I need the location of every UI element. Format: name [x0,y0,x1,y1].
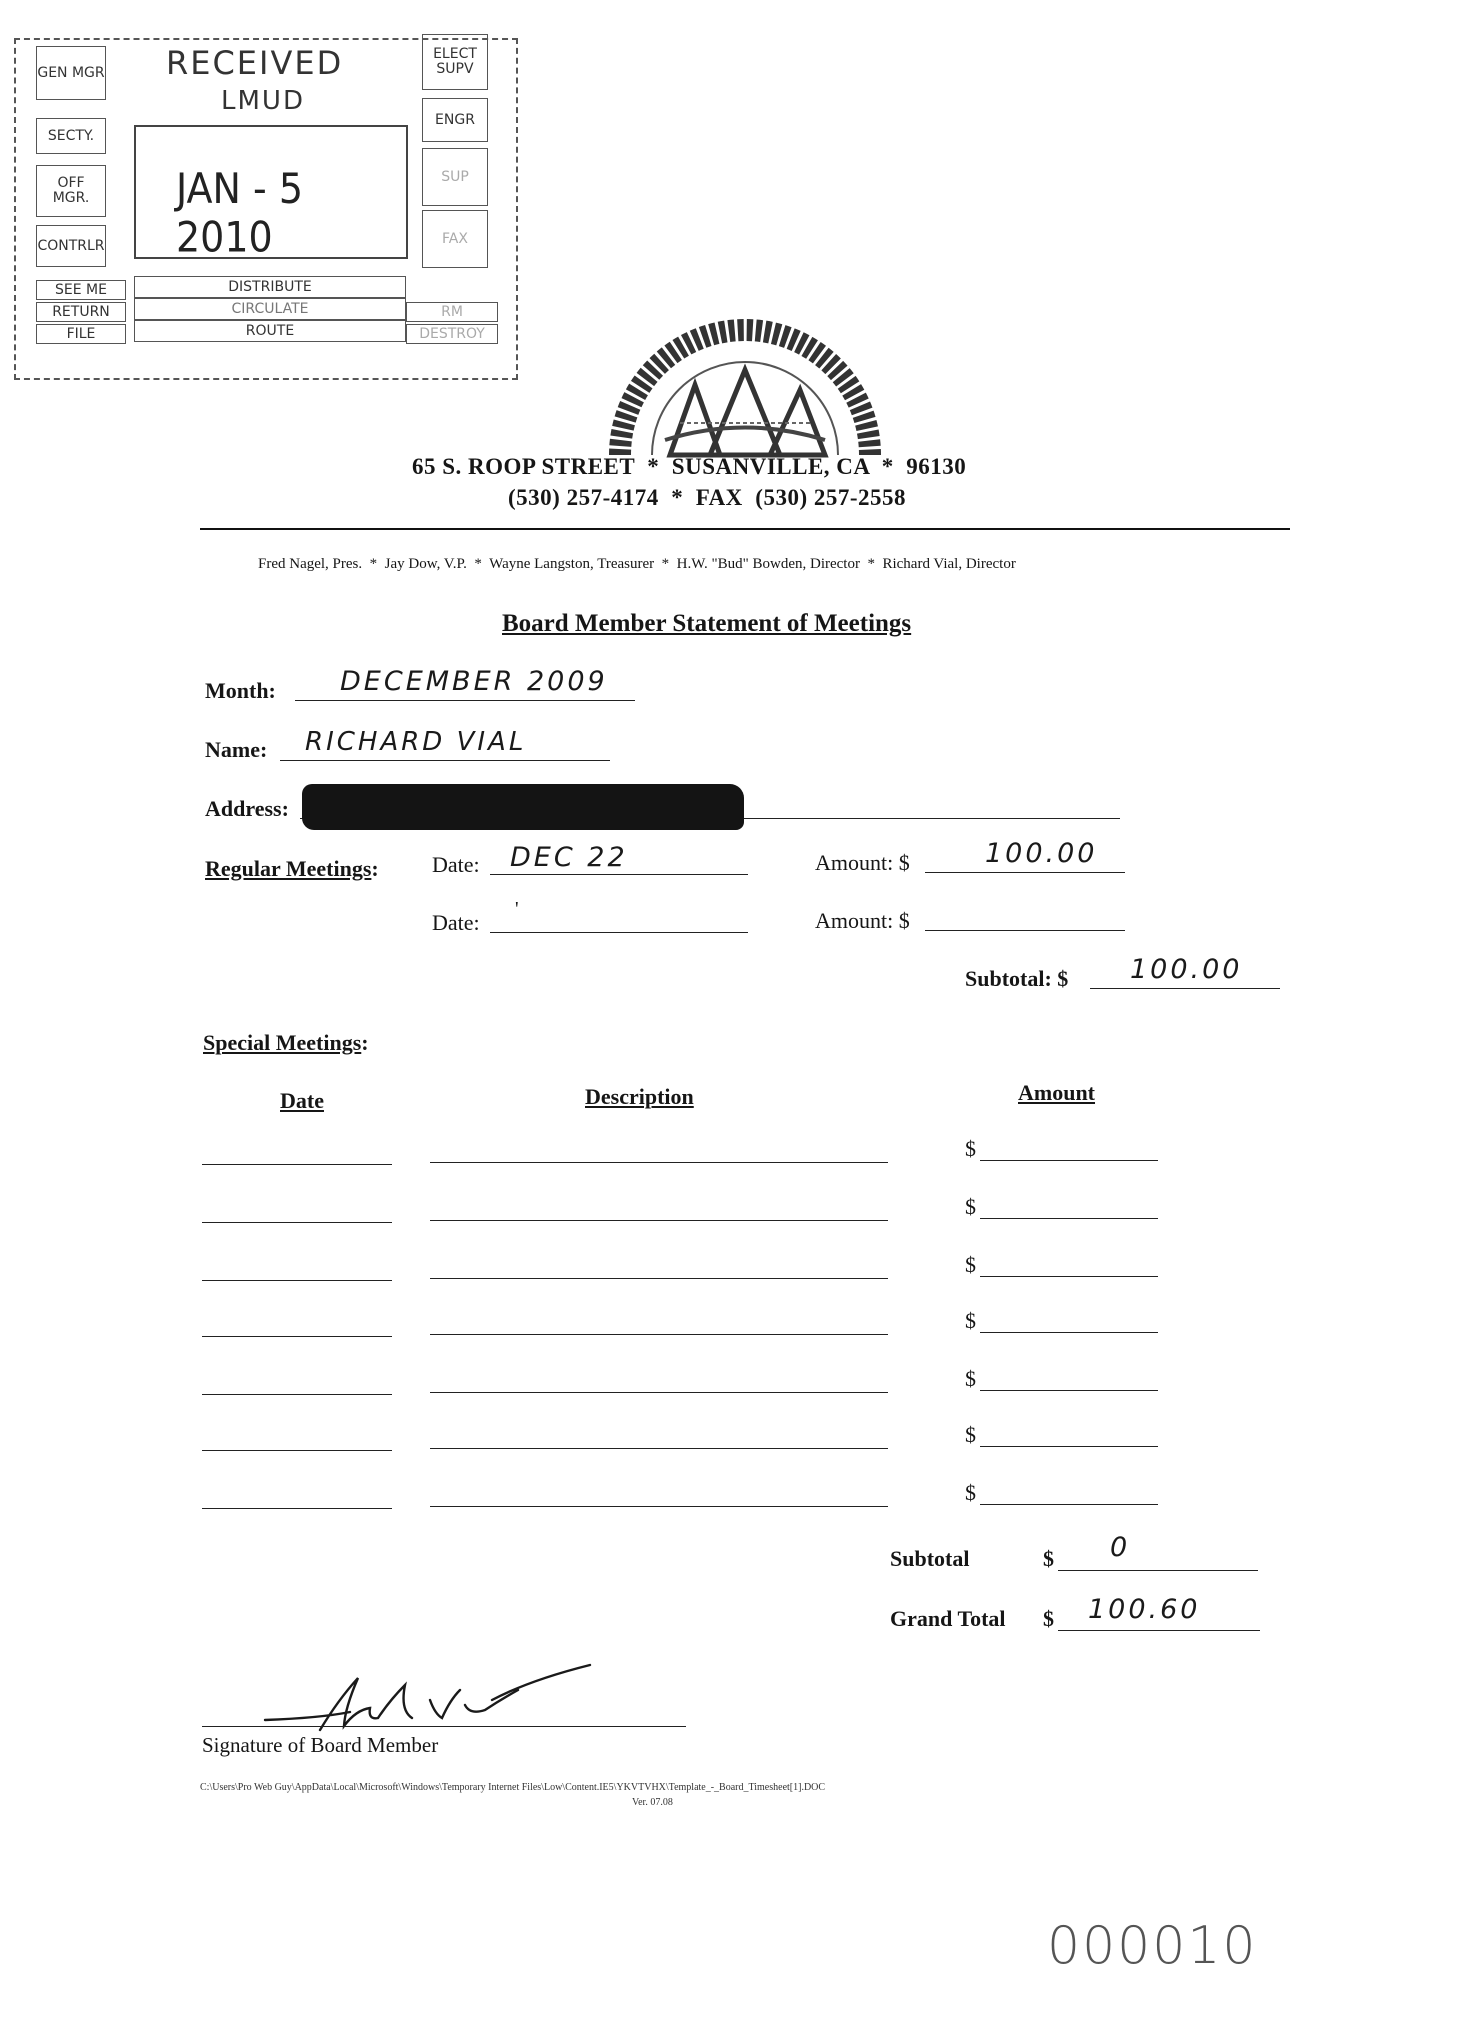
special-description-field[interactable] [430,1392,888,1393]
stamp-date: JAN - 5 2010 [176,164,304,262]
stamp-cell-text: FAX [442,230,468,247]
letterhead-address: 65 S. ROOP STREET * SUSANVILLE, CA * 96130 [412,454,967,479]
special-date-field[interactable] [202,1336,392,1337]
special-amount-field[interactable] [980,1332,1158,1333]
column-header-amount: Amount [1018,1080,1096,1105]
stamp-cell-text: RETURN [52,303,110,320]
special-amount-currency: $ [965,1308,976,1333]
special-date-field[interactable] [202,1394,392,1395]
month-label: Month: [205,678,276,703]
special-meetings-colon: : [361,1030,369,1055]
special-amount-currency: $ [965,1422,976,1447]
stamp-row-circulate [134,298,406,320]
footer-version: Ver. 07.08 [632,1797,673,1808]
stamp-row-distribute [134,276,406,298]
name-label: Name: [205,737,268,762]
regular-amount-field-1[interactable] [925,872,1125,873]
stamp-cell-contrlr [36,225,106,267]
special-date-field[interactable] [202,1450,392,1451]
stamp-cell-text: GEN MGR [37,64,105,81]
stamp-org: LMUD [221,86,305,116]
regular-amount-label-2: Amount: $ [815,908,910,933]
stamp-cell-secty [36,118,106,154]
grand-total-label: Grand Total [890,1606,1006,1631]
stamp-cell-engr [422,98,488,142]
special-description-field[interactable] [430,1162,888,1163]
regular-date-field-1[interactable] [490,874,748,875]
stamp-cell-text: DESTROY [419,325,485,342]
grand-total-currency: $ [1043,1606,1054,1631]
page-number: 000010 [1047,1916,1258,1976]
stamp-row-text: DISTRIBUTE [228,278,312,295]
board-member-signature [260,1660,600,1735]
name-field[interactable] [280,760,610,761]
stamp-cell-text: CONTRLR [37,237,105,254]
stamp-title: RECEIVED [166,44,344,82]
special-amount-field[interactable] [980,1160,1158,1161]
regular-meetings-label [205,856,379,882]
special-date-field[interactable] [202,1508,392,1509]
special-amount-currency: $ [965,1252,976,1277]
regular-meetings-text: Regular Meetings [205,856,372,881]
regular-subtotal-label: Subtotal: $ [965,966,1069,991]
stamp-cell-see-me [36,280,126,300]
stamp-cell-rm [406,302,498,322]
special-subtotal-label: Subtotal [890,1546,970,1571]
received-stamp [14,38,518,380]
special-subtotal-field[interactable] [1058,1570,1258,1571]
regular-amount-value-1: 100.00 [985,838,1098,869]
redaction-mark [302,784,744,830]
stamp-cell-file [36,324,126,344]
special-amount-currency: $ [965,1366,976,1391]
column-header-date: Date [280,1088,324,1113]
footer-path: C:\Users\Pro Web Guy\AppData\Local\Microsoft\Windows\Temporary Internet Files\Low\Content.IE5\YKVTVHX\Template_-_Board_Timesheet[1].DOC [200,1782,826,1793]
regular-subtotal-field[interactable] [1090,988,1280,989]
address-label: Address: [205,796,289,821]
regular-amount-label-1: Amount: $ [815,850,910,875]
grand-total-field[interactable] [1058,1630,1260,1631]
special-description-field[interactable] [430,1278,888,1279]
utility-district-seal-logo [600,305,890,465]
grand-total-value: 100.60 [1088,1594,1201,1625]
letterhead-rule [200,528,1290,530]
stamp-row-route [134,320,406,342]
stamp-cell-text: ENGR [435,111,475,128]
stamp-cell-off-mgr [36,165,106,217]
letterhead-phone: (530) 257-4174 * FAX (530) 257-2558 [508,485,907,510]
stamp-cell-text: RM [441,303,463,320]
special-date-field[interactable] [202,1164,392,1165]
stamp-cell-destroy [406,324,498,344]
regular-meetings-colon: : [371,856,379,881]
special-subtotal-currency: $ [1043,1546,1054,1571]
stamp-cell-text: OFF MGR. [52,175,90,206]
stamp-cell-sup [422,148,488,206]
board-members: Fred Nagel, Pres. * Jay Dow, V.P. * Wayne Langston, Treasurer * H.W. "Bud" Bowden, Director * Richard Vial, Director [258,556,1016,572]
special-amount-field[interactable] [980,1218,1158,1219]
special-description-field[interactable] [430,1220,888,1221]
special-amount-currency: $ [965,1136,976,1161]
regular-date-field-2[interactable] [490,932,748,933]
stamp-row-text: ROUTE [245,322,295,339]
stamp-cell-text: SECTY. [47,127,95,144]
regular-date-label-1: Date: [432,852,480,877]
special-amount-currency: $ [965,1194,976,1219]
stamp-cell-fax [422,210,488,268]
stamp-cell-text: SEE ME [55,281,107,298]
signature-label: Signature of Board Member [202,1733,439,1757]
regular-subtotal-value: 100.00 [1130,954,1243,985]
special-meetings-text: Special Meetings [203,1030,362,1055]
regular-amount-field-2[interactable] [925,930,1125,931]
regular-date-value-2: ' [515,898,519,920]
special-subtotal-value: 0 [1110,1532,1131,1563]
special-meetings-label [203,1030,369,1056]
stamp-cell-text: FILE [66,325,96,342]
special-amount-field[interactable] [980,1504,1158,1505]
special-amount-field[interactable] [980,1446,1158,1447]
special-amount-field[interactable] [980,1390,1158,1391]
special-amount-field[interactable] [980,1276,1158,1277]
stamp-date-box [134,125,408,262]
stamp-cell-text: SUP [441,168,469,185]
form-title: Board Member Statement of Meetings [502,610,912,637]
stamp-cell-gen-mgr [36,46,106,100]
special-date-field[interactable] [202,1280,392,1281]
special-description-field[interactable] [430,1448,888,1449]
special-amount-currency: $ [965,1480,976,1505]
stamp-cell-elect-supv [422,34,488,90]
column-header-description: Description [585,1084,694,1109]
special-description-field[interactable] [430,1334,888,1335]
stamp-cell-text: ELECT SUPV [433,46,477,77]
month-field[interactable] [295,700,635,701]
special-description-field[interactable] [430,1506,888,1507]
signature-field[interactable] [202,1726,686,1727]
regular-date-label-2: Date: [432,910,480,935]
month-value: DECEMBER 2009 [340,666,608,697]
stamp-row-text: CIRCULATE [231,300,309,317]
regular-date-value-1: DEC 22 [510,842,628,873]
special-date-field[interactable] [202,1222,392,1223]
name-value: RICHARD VIAL [305,727,527,757]
stamp-cell-return [36,302,126,322]
